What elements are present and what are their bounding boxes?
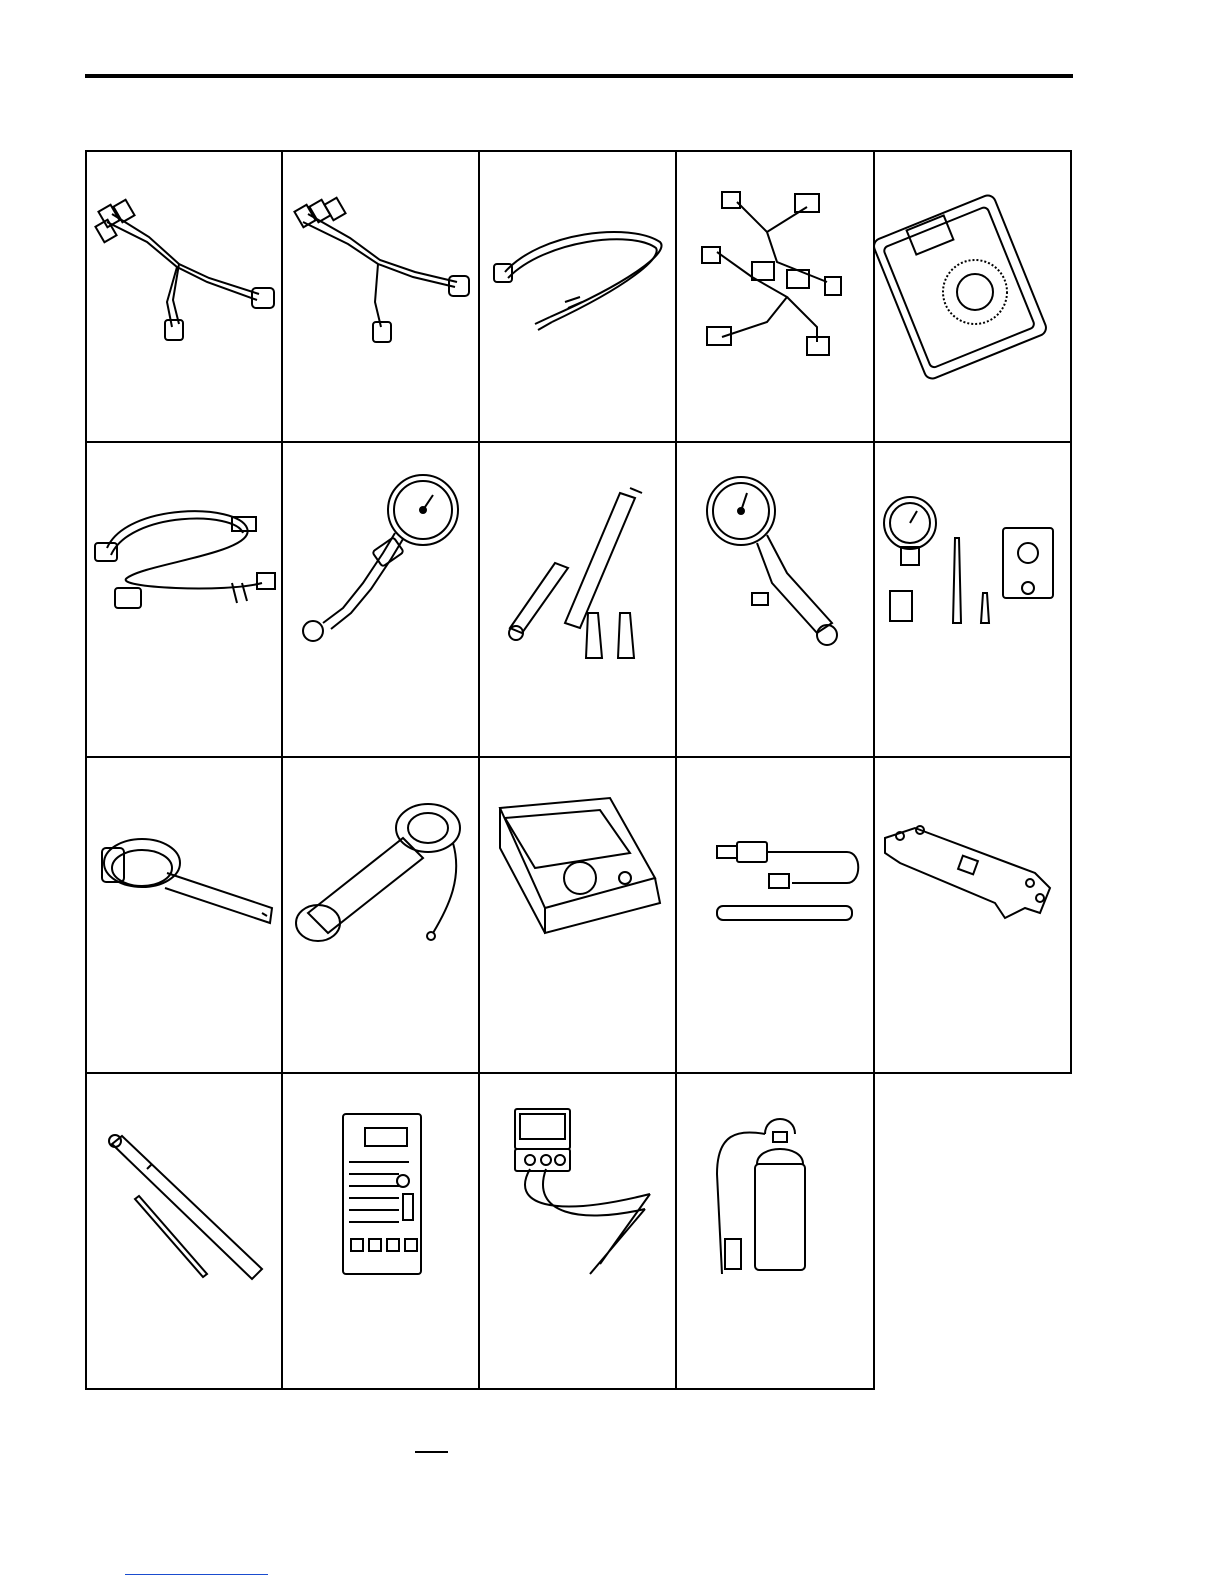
sensor-with-lead-icon	[677, 758, 873, 1072]
tool-cell	[480, 152, 675, 441]
puller-rod-icon	[87, 1074, 281, 1388]
compression-gauge-icon	[677, 443, 873, 756]
tool-cell	[480, 758, 675, 1072]
grid-line	[85, 1388, 875, 1390]
digital-tachometer-icon	[283, 1074, 478, 1388]
tool-cell	[480, 443, 675, 756]
tool-cell	[875, 758, 1070, 1072]
header-rule	[85, 74, 1073, 78]
harness-cable-icon	[87, 443, 281, 756]
tool-cell	[677, 1074, 873, 1388]
tool-cell	[677, 758, 873, 1072]
footer-link-underline	[125, 1574, 268, 1575]
tool-cell	[677, 443, 873, 756]
handle-with-tips-icon	[480, 443, 675, 756]
tool-cell	[283, 443, 478, 756]
tool-cell	[875, 152, 1070, 441]
dial-gauge-set-icon	[875, 443, 1070, 756]
digital-multimeter-icon	[875, 152, 1070, 441]
sub-harness-icon	[87, 152, 281, 441]
tool-cell	[87, 152, 281, 441]
spanner-wrench-icon	[875, 758, 1070, 1072]
sub-harness-icon	[283, 152, 478, 441]
annotation-mark	[415, 1451, 448, 1453]
hose-clamp-tool-icon	[87, 758, 281, 1072]
pressure-sprayer-icon	[677, 1074, 873, 1388]
tools-grid	[85, 150, 1072, 1390]
oil-seal-installer-icon	[283, 758, 478, 1072]
grid-line	[1070, 150, 1072, 1074]
tool-cell	[480, 1074, 675, 1388]
tool-cell	[87, 443, 281, 756]
tool-cell	[87, 758, 281, 1072]
tool-cell	[875, 443, 1070, 756]
pressure-gauge-hose-icon	[283, 443, 478, 756]
test-lead-icon	[480, 152, 675, 441]
wiring-harness-adapter-icon	[677, 152, 873, 441]
tool-cell	[283, 152, 478, 441]
tool-cell	[87, 1074, 281, 1388]
analog-tester-icon	[480, 758, 675, 1072]
tool-cell	[283, 1074, 478, 1388]
tool-cell	[677, 152, 873, 441]
tool-cell	[283, 758, 478, 1072]
analog-meter-with-leads-icon	[480, 1074, 675, 1388]
